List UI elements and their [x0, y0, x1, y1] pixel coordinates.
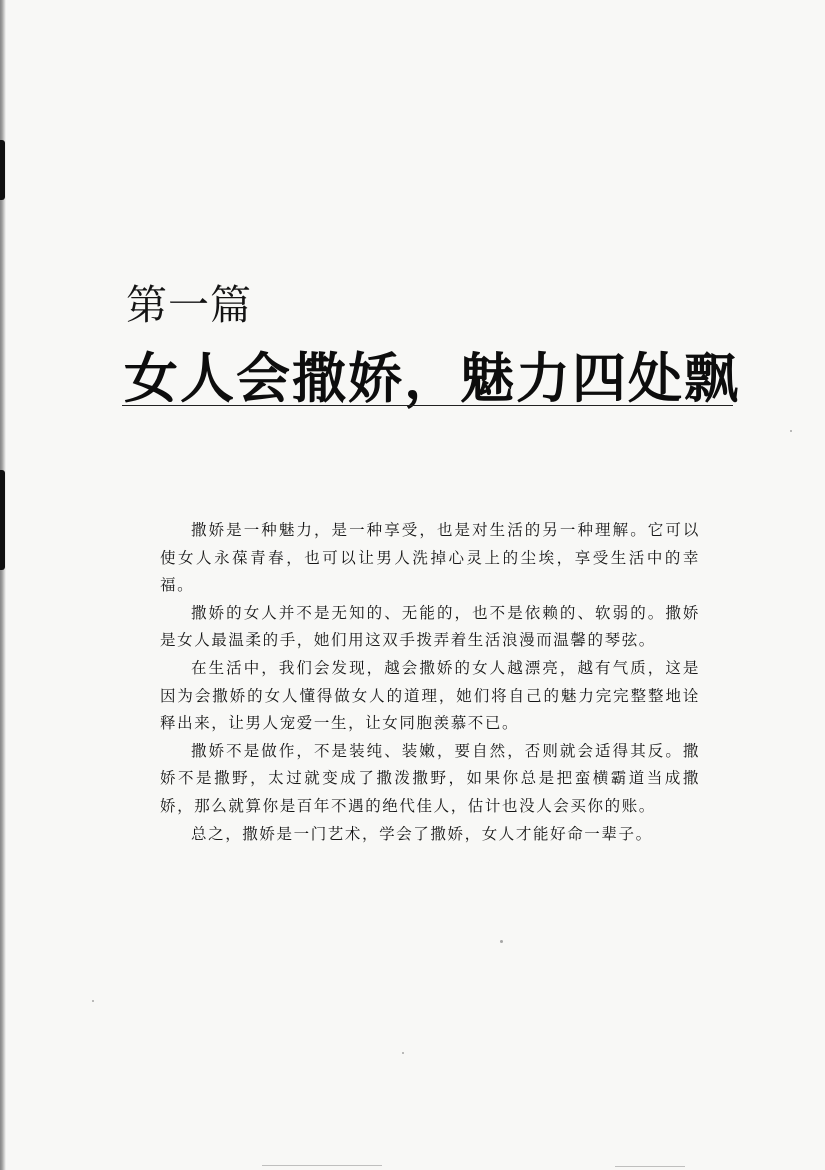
- paragraph: 撒娇不是做作，不是装纯、装嫩，要自然，否则就会适得其反。撒娇不是撒野，太过就变成了撒泼撒野，如果你总是把蛮横霸道当成撒娇，那么就算你是百年不遇的绝代佳人，估计也没人会买你的账。: [160, 741, 700, 815]
- scan-edge-mark: [0, 470, 5, 570]
- scan-speck: [790, 430, 792, 432]
- scan-speck: [92, 1000, 94, 1002]
- scan-speck: [500, 940, 503, 943]
- scan-speck: [402, 1052, 404, 1054]
- paragraph: 撒娇的女人并不是无知的、无能的，也不是依赖的、软弱的。撒娇是女人最温柔的手，她们用这双手拨弄着生活浪漫而温馨的琴弦。: [160, 603, 700, 650]
- scan-streak: [262, 1165, 382, 1166]
- scan-edge-mark: [0, 140, 5, 200]
- title-divider: [122, 405, 733, 406]
- paragraph: 撒娇是一种魅力，是一种享受，也是对生活的另一种理解。它可以使女人永葆青春，也可以让男人洗掉心灵上的尘埃，享受生活中的幸福。: [160, 521, 700, 595]
- paragraph: 总之，撒娇是一门艺术，学会了撒娇，女人才能好命一辈子。: [191, 824, 653, 843]
- part-title: 女人会撒娇，魅力四处飘: [124, 347, 740, 410]
- scan-streak: [615, 1166, 685, 1167]
- body-text: [160, 517, 700, 848]
- paragraph: 在生活中，我们会发现，越会撒娇的女人越漂亮，越有气质，这是因为会撒娇的女人懂得做女人的道理，她们将自己的魅力完完整整地诠释出来，让男人宠爱一生，让女同胞羡慕不已。: [160, 658, 700, 733]
- part-label: 第一篇: [126, 281, 252, 329]
